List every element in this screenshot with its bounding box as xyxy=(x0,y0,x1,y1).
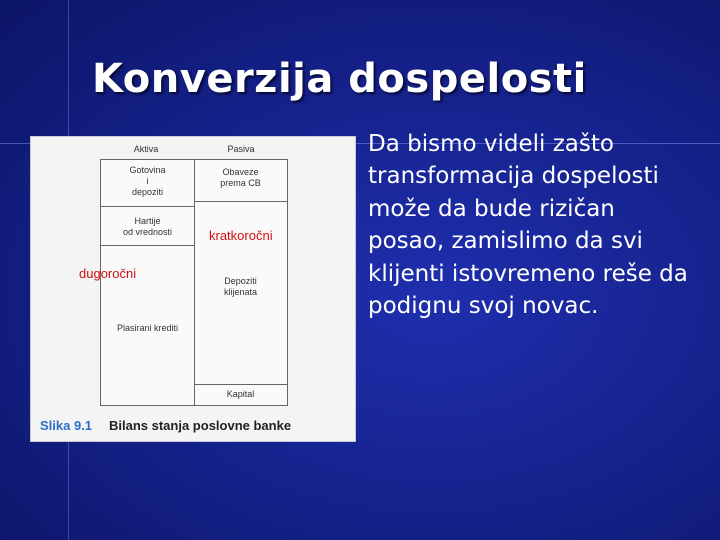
assets-header: Aktiva xyxy=(133,144,159,154)
liability-deposits-line-1: Depoziti xyxy=(224,276,257,286)
asset-cash-line-2: i xyxy=(146,176,149,186)
asset-securities-line-1: Hartije xyxy=(134,216,161,226)
liabilities-header: Pasiva xyxy=(227,144,255,154)
balance-sheet-table xyxy=(100,159,288,406)
liability-divider-2 xyxy=(194,384,287,385)
asset-loans: Plasirani krediti xyxy=(116,323,179,333)
asset-cash-line-3: depoziti xyxy=(131,187,164,197)
figure-caption-text: Bilans stanja poslovne banke xyxy=(109,418,292,433)
balance-sheet-figure xyxy=(30,136,356,442)
figure-caption-number: Slika 9.1 xyxy=(40,418,93,433)
asset-cash-line-1: Gotovina xyxy=(129,165,166,175)
liability-deposits xyxy=(194,276,287,298)
slide-title: Konverzija dospelosti xyxy=(92,56,587,102)
liability-divider-1 xyxy=(194,201,287,202)
annotation-long-term: dugoročni xyxy=(79,266,137,281)
slide-body-text: Da bismo videli zašto transformacija dospelosti može da bude rizičan posao, zamislimo da svi klijenti istovremeno reše da podignu svoj novac. xyxy=(368,131,688,320)
annotation-short-term: kratkoročni xyxy=(209,228,273,243)
asset-cash xyxy=(101,165,194,198)
asset-securities xyxy=(101,216,194,238)
asset-divider-1 xyxy=(101,206,194,207)
liability-cb xyxy=(194,167,287,189)
asset-securities-line-2: od vrednosti xyxy=(122,227,173,237)
liability-cb-line-2: prema CB xyxy=(220,178,261,188)
liability-deposits-line-2: klijenata xyxy=(223,287,258,297)
liability-capital: Kapital xyxy=(226,389,255,399)
liability-cb-line-1: Obaveze xyxy=(222,167,259,177)
asset-divider-2 xyxy=(101,245,194,246)
